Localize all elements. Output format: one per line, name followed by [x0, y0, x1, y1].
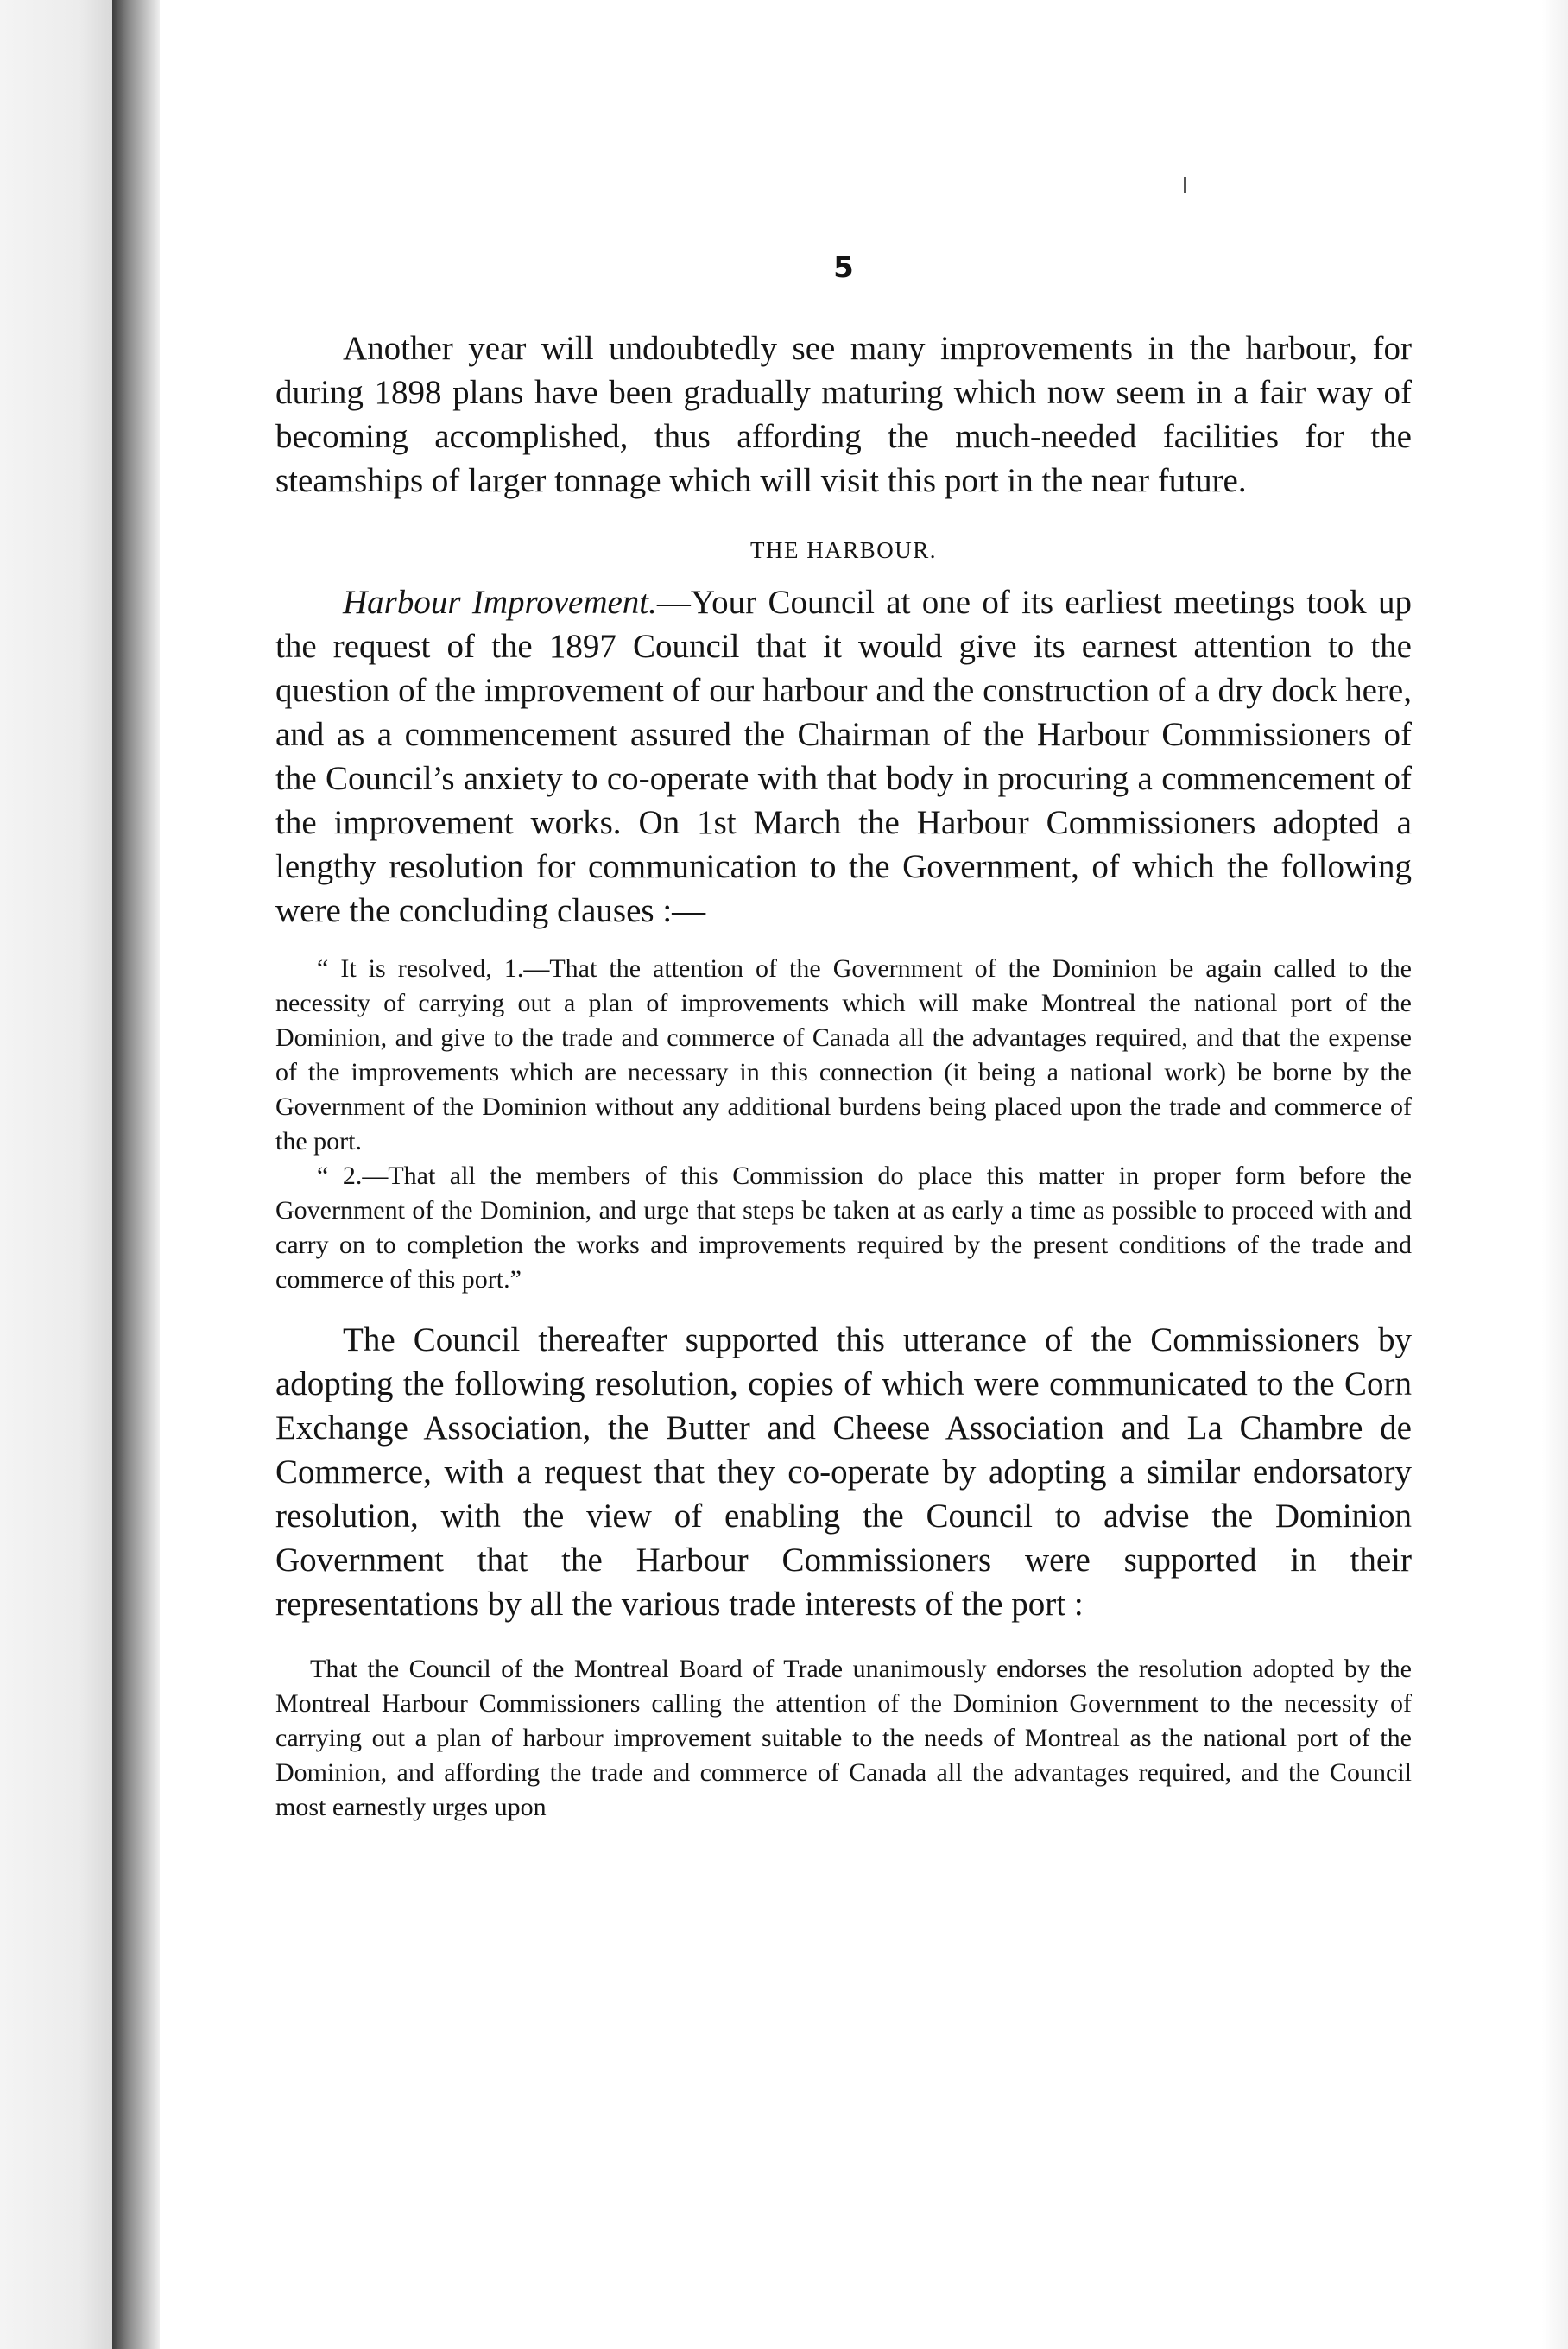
council-resolution: That the Council of the Montreal Board of Trade unanimously endorses the resolution adopted by the Montreal Harbour Commissioners calling the attention of the Dominion Government to the necessity of carrying out a plan of harbour improvement suitable to the needs of Montreal as the national port of the Dominion, and affording the trade and commerce of Canada all the advantages required, and the Council most earnestly urges upon: [275, 1655, 1412, 1821]
page-right-edge: [1542, 0, 1568, 2349]
binding-left-page: [0, 0, 112, 2349]
page-number: 5: [833, 250, 854, 285]
harbour-improvement-text: —Your Council at one of its earliest meetings took up the request of the 1897 Council that it would give its earnest attention to the question of the improvement of our harbour and the construction of a dry dock here, and as a commencement assured the Chairman of the Harbour Commissioners of the Council’s anxiety to co-operate with that body in procuring a commencement of the improvement works. On 1st March the Harbour Commissioners adopted a lengthy resolution for communication to the Government, of which the following were the concluding clauses :—: [275, 584, 1412, 929]
intro-paragraph: Another year will undoubtedly see many improvements in the harbour, for during 1898 plans have been gradually maturing which now seem in a fair way of becoming accomplished, thus affording the much-needed facilities for the steamships of larger tonnage which will visit this port in the near future.: [275, 330, 1412, 499]
quote-clause-1: “ It is resolved, 1.—That the attention of the Government of the Dominion be again called to the necessity of carrying out a plan of improvements which will make Montreal the national port of the Dominion, and give to the trade and commerce of Canada all the advantages required, and that the expense of the improvements which are necessary in this connection (it being a national work) be borne by the Government of the Dominion without any additional burdens being placed upon the trade and commerce of the port.: [275, 954, 1412, 1156]
harbour-improvement-paragraph: [275, 580, 1412, 933]
scan-speck: [1184, 177, 1186, 193]
quoted-resolution: [275, 952, 1412, 1297]
binding-gutter-shadow: [112, 0, 160, 2349]
council-paragraph: The Council thereafter supported this utterance of the Commissioners by adopting the following resolution, copies of which were communicated to the Corn Exchange Association, the Butter and Cheese Association and La Chambre de Commerce, with a request that they co-operate by adopting a similar endorsatory resolution, with the view of enabling the Council to advise the Dominion Government that the Harbour Commissioners were supported in their representations by all the various trade interests of the port :: [275, 1321, 1412, 1623]
run-in-heading: Harbour Improvement.: [343, 584, 657, 621]
document-page: [160, 0, 1542, 2349]
text-block: [275, 250, 1412, 1825]
section-heading: THE HARBOUR.: [749, 537, 937, 563]
quote-clause-2: “ 2.—That all the members of this Commission do place this matter in proper form before the Government of the Dominion, and urge that steps be taken at as early a time as possible to proceed with and carry on to completion the works and improvements required by the present conditions of the trade and commerce of this port.”: [275, 1162, 1412, 1294]
